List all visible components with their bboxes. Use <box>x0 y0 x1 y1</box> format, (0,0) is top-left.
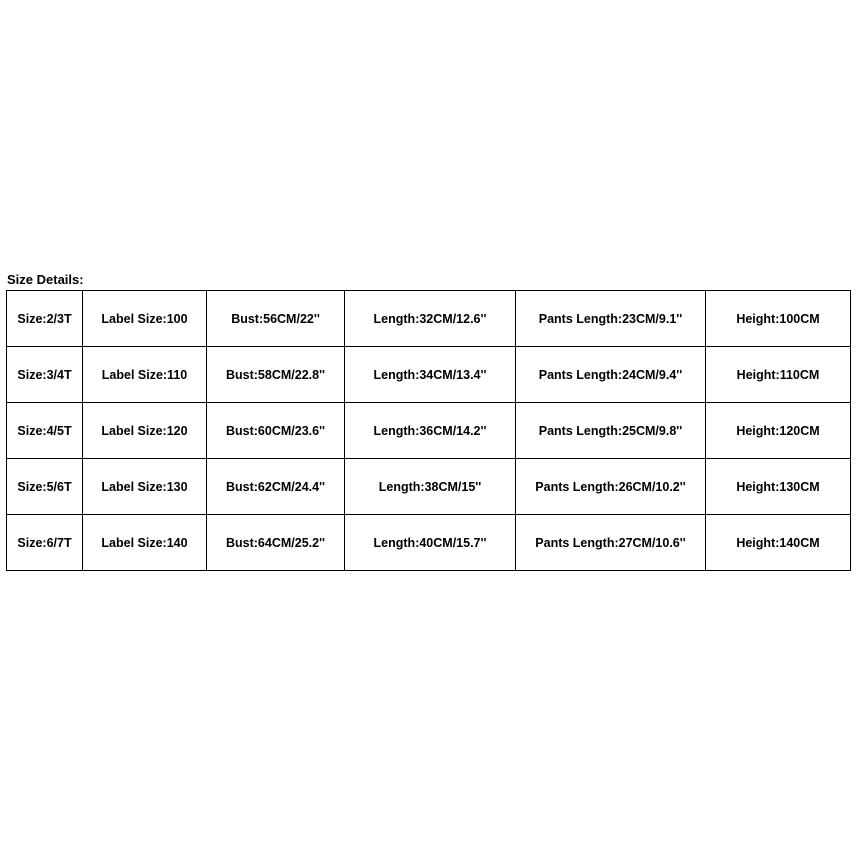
height-cell: Height:120CM <box>706 403 851 459</box>
size-cell: Size:4/5T <box>7 403 83 459</box>
label-size-cell: Label Size:120 <box>83 403 207 459</box>
table-row <box>7 403 851 459</box>
label-size-cell: Label Size:100 <box>83 291 207 347</box>
pants-length-cell: Pants Length:23CM/9.1'' <box>516 291 706 347</box>
size-cell: Size:3/4T <box>7 347 83 403</box>
height-cell: Height:130CM <box>706 459 851 515</box>
length-cell: Length:38CM/15'' <box>345 459 516 515</box>
bust-cell: Bust:60CM/23.6'' <box>207 403 345 459</box>
height-cell: Height:110CM <box>706 347 851 403</box>
size-cell: Size:2/3T <box>7 291 83 347</box>
pants-length-cell: Pants Length:25CM/9.8'' <box>516 403 706 459</box>
bust-cell: Bust:62CM/24.4'' <box>207 459 345 515</box>
size-cell: Size:6/7T <box>7 515 83 571</box>
size-table <box>6 290 851 571</box>
height-cell: Height:100CM <box>706 291 851 347</box>
table-row <box>7 459 851 515</box>
table-row <box>7 347 851 403</box>
bust-cell: Bust:58CM/22.8'' <box>207 347 345 403</box>
label-size-cell: Label Size:130 <box>83 459 207 515</box>
size-cell: Size:5/6T <box>7 459 83 515</box>
table-row <box>7 291 851 347</box>
bust-cell: Bust:56CM/22'' <box>207 291 345 347</box>
table-row <box>7 515 851 571</box>
pants-length-cell: Pants Length:27CM/10.6'' <box>516 515 706 571</box>
pants-length-cell: Pants Length:24CM/9.4'' <box>516 347 706 403</box>
length-cell: Length:32CM/12.6'' <box>345 291 516 347</box>
size-details-title: Size Details: <box>7 272 84 287</box>
length-cell: Length:34CM/13.4'' <box>345 347 516 403</box>
label-size-cell: Label Size:110 <box>83 347 207 403</box>
label-size-cell: Label Size:140 <box>83 515 207 571</box>
length-cell: Length:40CM/15.7'' <box>345 515 516 571</box>
bust-cell: Bust:64CM/25.2'' <box>207 515 345 571</box>
pants-length-cell: Pants Length:26CM/10.2'' <box>516 459 706 515</box>
height-cell: Height:140CM <box>706 515 851 571</box>
length-cell: Length:36CM/14.2'' <box>345 403 516 459</box>
